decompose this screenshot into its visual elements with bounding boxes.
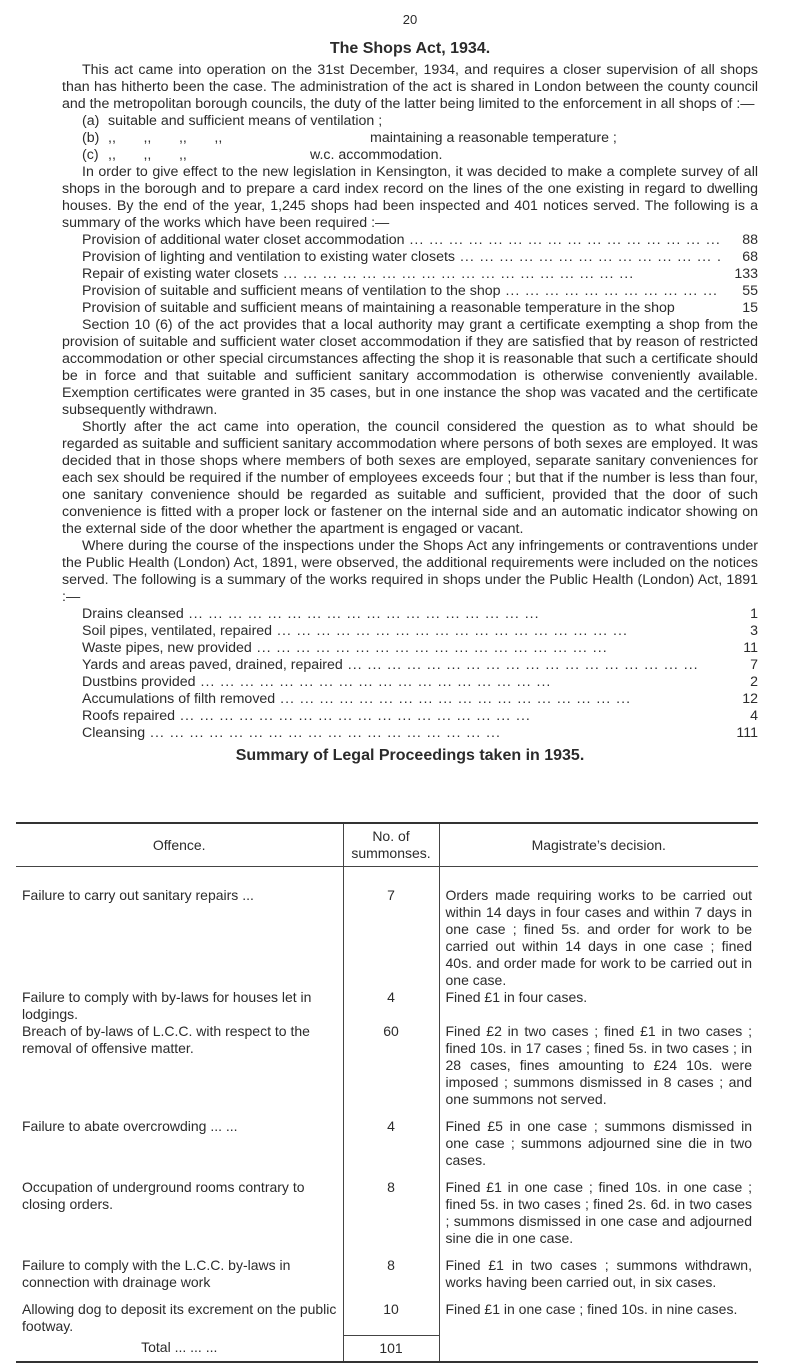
table-total-row xyxy=(16,1335,758,1362)
table-row: Allowing dog to deposit its excrement on the public footway. 10 Fined £1 in one case ; fined 10s. in nine cases. xyxy=(22,1301,738,1334)
column-header-offence: Offence. xyxy=(16,823,343,867)
list-item: Provision of suitable and sufficient means of ventilation to the shop ... . 55 xyxy=(82,283,758,300)
list-item: Drains cleansed ... . 1 xyxy=(82,606,758,623)
list-item: Provision of additional water closet accommodation ... . 88 xyxy=(82,232,758,249)
requirement-item-b: (b) ,, ,, ,, ,, maintaining a reasonable temperature ; xyxy=(82,130,617,146)
list-item: Accumulations of filth removed ... . 12 xyxy=(82,691,758,708)
total-label: Total ... ... ... xyxy=(141,1339,218,1355)
list-item: Provision of suitable and sufficient means of maintaining a reasonable temperature in the shop 15 xyxy=(82,300,758,316)
requirements-list xyxy=(82,113,758,164)
table-header-row xyxy=(16,823,758,867)
column-header-decision: Magistrate’s decision. xyxy=(439,823,758,867)
paragraph-sanitary: Shortly after the act came into operation, the council considered the question as to what should be regarded as suitable and sufficient sanitary accommodation where persons of both sexes are employed. It was decided that in those shops where members of both sexes are employed, separate sanitary conveniences for each sex should be required if the number of employees exceeds four ; but that if the number is less than four, one sanitary convenience should be regarded as suitable and sufficient, provided that the door of such convenience is fitted with a proper lock or fastener on the internal side and an automatic indicator showing on the external side of the door whether the apartment is engaged or vacant. xyxy=(62,419,758,537)
shops-works-list xyxy=(82,232,758,317)
ditto-marks: ,, ,, ,, xyxy=(108,147,187,163)
page-number: 20 xyxy=(402,12,418,27)
list-item: Repair of existing water closets ... . 133 xyxy=(82,266,758,283)
ditto-marks: ,, ,, ,, ,, xyxy=(108,130,223,146)
list-item: Soil pipes, ventilated, repaired ... . 3 xyxy=(82,623,758,640)
document-page xyxy=(62,10,758,766)
paragraph-survey: In order to give effect to the new legislation in Kensington, it was decided to make a complete survey of all shops in the borough and to prepare a card index record on the lines of the one existing in regard to dwelling houses. By the end of the year, 1,245 shops had been inspected and 401 notices served. The following is a summary of the works which have been required :— xyxy=(62,164,758,231)
requirement-item-c: (c) ,, ,, ,, w.c. accommodation. xyxy=(82,147,443,163)
table-row: Failure to comply with the L.C.C. by-laws in connection with drainage work 8 Fined £1 in two cases ; summons withdrawn, works having been carried out, in six cases. xyxy=(16,1257,758,1301)
list-item: Roofs repaired ... . 4 xyxy=(82,708,758,725)
table-row: Breach of by-laws of L.C.C. with respect to the removal of offensive matter. 60 Fined £2 in two cases ; fined £1 in two cases ; fined 10s. in 17 cases ; fined 5s. in two cases ; in 28 cases, fines amounting to £24 10s. were imposed ; summons dismissed in 8 cases ; and one summons not served. xyxy=(16,1023,758,1118)
table-row: Failure to carry out sanitary repairs ... 7 Orders made requiring works to be carried out within 14 days in four cases and within 7 days in one case ; fined 5s. and order for work to be carried out within 14 days in one case ; fined 40s. and order made for work to be carried out in one case. xyxy=(16,867,758,990)
paragraph-intro: This act came into operation on the 31st December, 1934, and requires a closer supervision of all shops than has hitherto been the case. The administration of the act is shared in London between the county council and the metropolitan borough councils, the duty of the latter being limited to the enforcement in all shops of :— xyxy=(62,62,758,112)
list-item: Provision of lighting and ventilation to existing water closets ... . 68 xyxy=(82,249,758,266)
table-row: Occupation of underground rooms contrary to closing orders. 8 Fined £1 in one case ; fined 10s. in one case ; fined 5s. in two cases ; fined 2s. 6d. in two cases ; summons dismissed in one case and adjourned sine die in one case. xyxy=(16,1179,758,1257)
table-row: Failure to abate overcrowding ... ... 4 Fined £5 in one case ; summons dismissed in one case ; summons adjourned sine die in two cases. xyxy=(16,1118,758,1179)
list-item: Dustbins provided ... . 2 xyxy=(82,674,758,691)
list-item: Cleansing ... . 111 xyxy=(82,725,758,742)
section-title: The Shops Act, 1934. xyxy=(329,40,491,57)
summary-title: Summary of Legal Proceedings taken in 1935. xyxy=(235,747,585,764)
table-row: Failure to comply with by-laws for houses let in lodgings. 4 Fined £1 in four cases. xyxy=(22,989,588,1022)
list-item: Yards and areas paved, drained, repaired ... . 7 xyxy=(82,657,758,674)
public-health-works-list xyxy=(82,606,758,742)
list-item: Waste pipes, new provided ... . 11 xyxy=(82,640,758,657)
legal-proceedings-table xyxy=(16,822,758,1363)
paragraph-public-health: Where during the course of the inspections under the Shops Act any infringements or contraventions under the Public Health (London) Act, 1891, were observed, the additional requirements were included on the notices served. The following is a summary of the works required in shops under the Public Health (London) Act, 1891 :— xyxy=(62,538,758,605)
column-header-summonses: No. of summonses. xyxy=(343,823,439,867)
paragraph-exemption: Section 10 (6) of the act provides that a local authority may grant a certificate exempting a shop from the provision of suitable and sufficient water closet accommodation if they are satisfied that by reason of restricted accommodation or other special circumstances affecting the shop it is reasonable that such a certificate should be in force and that suitable and sufficient sanitary accommodation is otherwise conveniently available. Exemption certificates were granted in 35 cases, but in one instance the shop was vacated and the certificate subsequently withdrawn. xyxy=(62,317,758,418)
requirement-item-a: (a) suitable and sufficient means of ventilation ; xyxy=(82,113,383,129)
total-value: 101 xyxy=(343,1335,439,1362)
